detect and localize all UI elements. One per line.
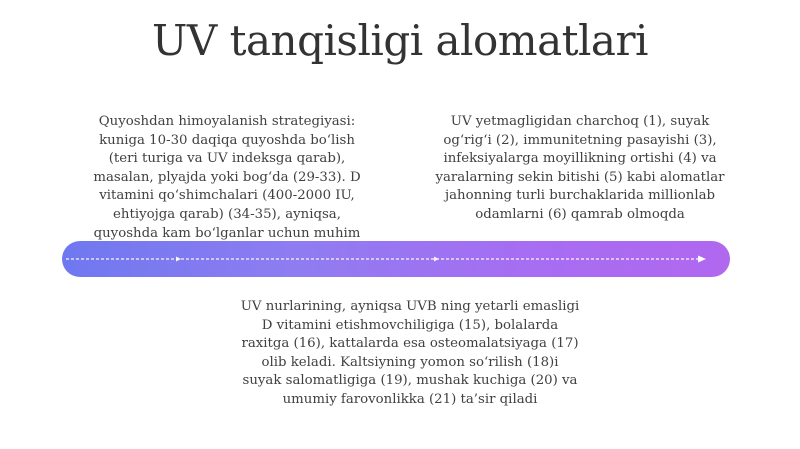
text-block-sun-protection: Quyoshdan himoyalanish strategiyasi: kuniga 10-30 daqiqa quyoshda bo‘lish (teri turiga va UV indeksga qarab), masalan, plyajda yoki bog‘da (29-33). D vitamini qo‘shimchalari (400-2000 IU, ehtiyojga qarab) (34-35), ayniqsa, quyoshda kam bo‘lganlar uchun muhim xyxy=(93,114,361,241)
text-block-vitamin-d: UV nurlarining, ayniqsa UVB ning yetarli emasligi D vitamini etishmovchiligiga (15), bolalarda raxitga (16), kattalarda esa osteomalatsiyaga (17) olib keladi. Kaltsiyning yomon so‘rilish (18)i suyak salomatligiga (19), mushak kuchiga (20) va umumiy farovonlikka (21) ta’sir qiladi xyxy=(240,299,580,407)
timeline-arrow-bar xyxy=(62,241,730,277)
page-title: UV tanqisligi alomatlari xyxy=(152,16,648,65)
text-block-symptoms: UV yetmagligidan charchoq (1), suyak og‘rig‘i (2), immunitetning pasayishi (3), infeksiyalarga moyillikning ortishi (4) va yaralarning sekin bitishi (5) kabi alomatlar jahonning turli burchaklarida millionlab odamlarni (6) qamrab olmoqda xyxy=(435,114,725,222)
dashed-arrow-icon xyxy=(62,241,730,277)
